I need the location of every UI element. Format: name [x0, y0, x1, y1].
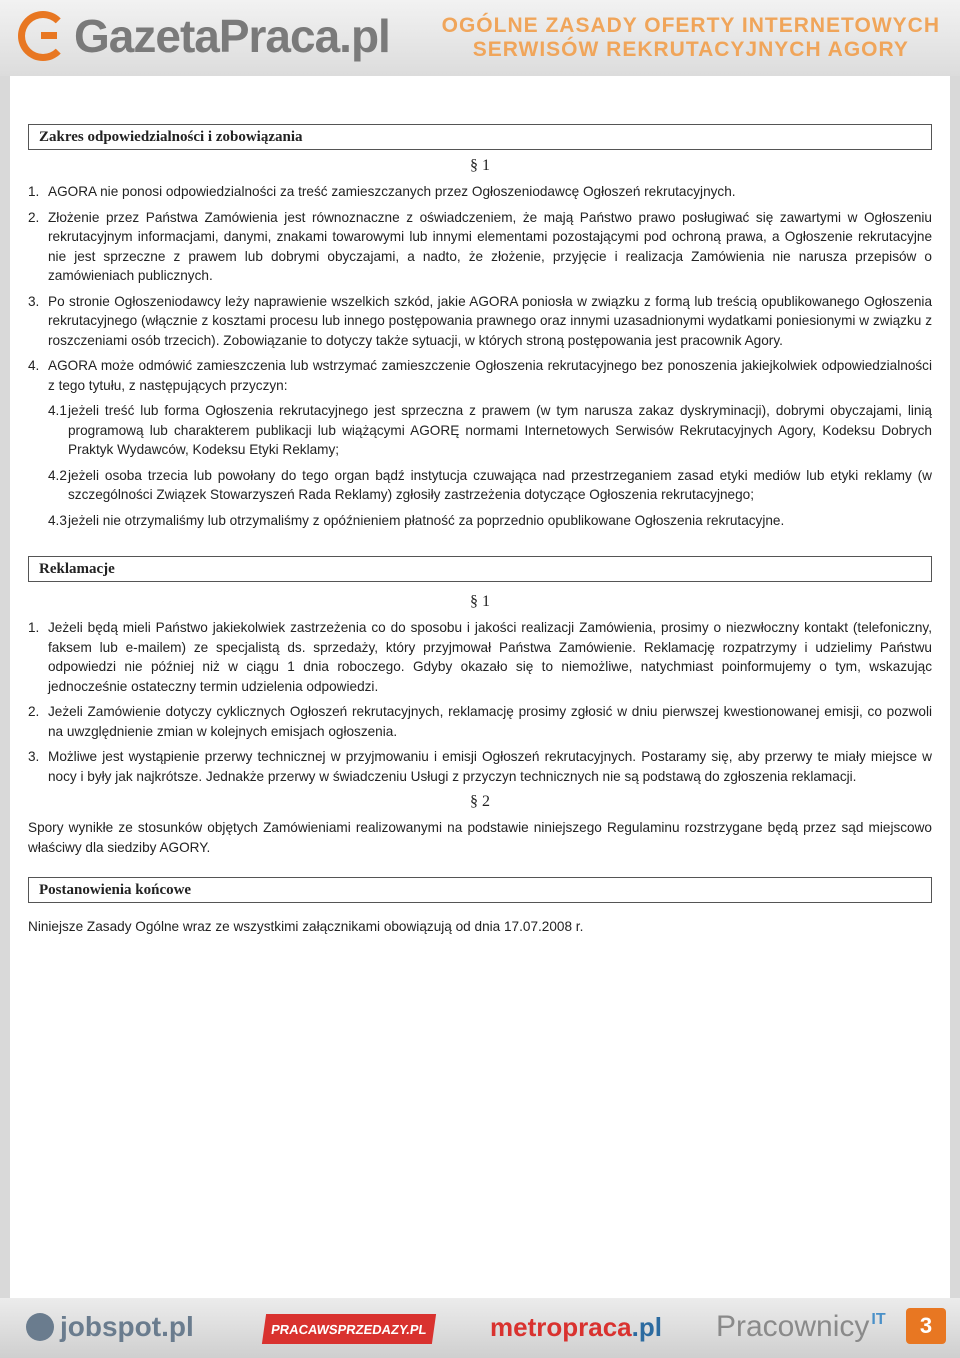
- pracownicy-logo-text: Pracownicy: [716, 1310, 870, 1343]
- subitem-text: jeżeli nie otrzymaliśmy lub otrzymaliśmy z opóźnieniem płatność za poprzednio opublikowane Ogłoszenia rekrutacyjne.: [68, 512, 785, 528]
- subitem-number: 4.3: [48, 512, 67, 528]
- logo-text: GazetaPraca.pl: [74, 10, 390, 62]
- page-header: [0, 0, 960, 76]
- gazetapraca-logo-icon: [18, 11, 68, 61]
- paragraph-mark: § 1: [470, 593, 490, 610]
- list-item: [28, 292, 932, 351]
- item-number: 4.: [28, 358, 40, 373]
- pracawsprzedazy-logo-text: PRACAWSPRZEDAZY.PL: [270, 1321, 428, 1337]
- subitem-number: 4.2: [48, 467, 67, 483]
- paragraph-mark: § 1: [470, 157, 490, 174]
- item-text: Złożenie przez Państwa Zamówienia jest równoznaczne z oświadczeniem, że mają Państwo prawo posługiwać się zawartymi w Ogłoszeniu rekrutacyjnym informacjami, danymi, znakami towarowymi lub innymi elementami pozostającymi pod ochroną prawa, a Ogłoszenie rekrutacyjne nie jest sprzeczne z prawem lub dobrymi obyczajami, a nadto, że złożenie, przyjęcie i realizacja Zamówienia nie narusza przepisów o zamówieniach publicznych.: [48, 209, 932, 283]
- pracownicy-it-badge: IT: [871, 1311, 886, 1328]
- document-title: [442, 14, 940, 62]
- effective-date-text: Niniejsze Zasady Ogólne wraz ze wszystkimi załącznikami obowiązują od dnia 17.07.2008 r.: [28, 919, 584, 934]
- item-number: 1.: [28, 184, 40, 199]
- sub-list-item: [48, 511, 932, 531]
- section-heading-final-provisions: Postanowienia końcowe: [28, 877, 932, 903]
- document-content: [28, 124, 932, 943]
- item-number: 2.: [28, 209, 40, 225]
- pracawsprzedazy-logo[interactable]: [262, 1314, 436, 1344]
- list-item: [28, 702, 932, 741]
- paragraph-mark: § 2: [470, 793, 490, 810]
- disputes-text: Spory wynikłe ze stosunków objętych Zamówieniami realizowanymi na podstawie niniejszego Regulaminu rozstrzygane będą przez sąd miejscowo właściwy dla siedziby AGORY.: [28, 820, 932, 855]
- list-item: [28, 747, 932, 786]
- section-heading-complaints: Reklamacje: [28, 556, 932, 582]
- item-number: 3.: [28, 749, 40, 764]
- item-text: Jeżeli Zamówienie dotyczy cyklicznych Ogłoszeń rekrutacyjnych, reklamację prosimy zgłosić w dniu pierwszej kwestionowanej emisji, co pozwoli na uwzględnienie zmian w kolejnych emisjach ogłoszenia.: [48, 704, 932, 739]
- item-number: 2.: [28, 704, 40, 719]
- item-text: Jeżeli będą mieli Państwo jakiekolwiek zastrzeżenia co do sposobu i jakości realizacji Zamówienia, prosimy o niezwłoczny kontakt (telefoniczny, faksem lub e-mailem) ze specjalistą ds. sprzedaży, który przyjmował Państwa Zamówienie. Reklamację rozpatrzymy i udzielimy Państwu odpowiedzi nie później niż w ciągu 1 dnia roboczego. Gdyby okazało się to niemożliwe, natychmiast poinformujemy o tym, wskazując jednocześnie ostateczny termin udzielenia odpowiedzi.: [48, 620, 932, 694]
- sub-list-item: [48, 401, 932, 460]
- metropraca-logo-text: metropraca: [490, 1311, 632, 1342]
- subitem-text: jeżeli treść lub forma Ogłoszenia rekrutacyjnego jest sprzeczna z prawem (w tym narusza zakaz dyskryminacji), dobrymi obyczajami, linią programową lub charakterem publikacji lub wiążącymi AGORĘ normami Internetowych Serwisów Rekrutacyjnych Agory, Kodeksu Dobrych Praktyk Wydawców, Kodeksu Etyki Reklamy;: [68, 403, 932, 457]
- jobspot-logo-text: jobspot.pl: [60, 1311, 194, 1342]
- item-text: AGORA może odmówić zamieszczenia lub wstrzymać zamieszczenie Ogłoszenia rekrutacyjnego bez ponoszenia jakiejkolwiek odpowiedzialności z tego tytułu, z następujących przyczyn:: [48, 358, 932, 393]
- document-page: [10, 76, 950, 1298]
- section-heading-responsibility: Zakres odpowiedzialności i zobowiązania: [28, 124, 932, 150]
- metropraca-logo[interactable]: [490, 1310, 662, 1344]
- subitem-number: 4.1: [48, 403, 67, 418]
- pracownicy-it-logo[interactable]: [716, 1310, 886, 1344]
- jobspot-logo-icon: [26, 1313, 54, 1341]
- title-line-1: OGÓLNE ZASADY OFERTY INTERNETOWYCH: [441, 14, 940, 37]
- list-item: [28, 208, 932, 286]
- item-number: 3.: [28, 293, 40, 309]
- title-line-2: SERWISÓW REKRUTACYJNYCH AGORY: [472, 38, 909, 61]
- metropraca-logo-suffix: .pl: [631, 1311, 662, 1342]
- list-item: [28, 618, 932, 696]
- item-text: AGORA nie ponosi odpowiedzialności za treść zamieszczanych przez Ogłoszeniodawcę Ogłoszeń rekrutacyjnych.: [48, 184, 736, 199]
- sub-list-item: [48, 466, 932, 505]
- gazetapraca-logo[interactable]: [18, 6, 390, 66]
- list-item: [28, 182, 932, 202]
- item-text: Po stronie Ogłoszeniodawcy leży naprawienie wszelkich szkód, jakie AGORA poniosła w związku z formą lub treścią opublikowanego Ogłoszenia rekrutacyjnego (włącznie z kosztami procesu lub innego postępowania prawnego oraz innymi uzasadnionymi wydatkami poniesionymi w związku z roszczeniami osób trzecich). Zobowiązanie to dotyczy także sytuacji, w których stroną postępowania jest pracownik Agory.: [48, 293, 932, 348]
- page-footer: [0, 1298, 960, 1358]
- subitem-text: jeżeli osoba trzecia lub powołany do tego organ bądź instytucja czuwająca nad przestrzeganiem zasad etyki mediów lub etyki reklamy (w szczególności Związek Stowarzyszeń Rada Reklamy) zgłosiły zastrzeżenia dotyczące Ogłoszenia rekrutacyjnego;: [68, 467, 932, 502]
- jobspot-logo[interactable]: [26, 1310, 194, 1344]
- page-number: 3: [906, 1308, 946, 1344]
- list-item: [28, 356, 932, 395]
- item-text: Możliwe jest wystąpienie przerwy technicznej w przyjmowaniu i emisji Ogłoszeń rekrutacyjnych. Postaramy się, aby przerwy te miały miejsce w nocy i były jak najkrótsze. Jednakże przerwy w świadczeniu Usługi z przyczyn technicznych nie są podstawą do zgłoszenia reklamacji.: [48, 749, 932, 784]
- item-number: 1.: [28, 620, 40, 635]
